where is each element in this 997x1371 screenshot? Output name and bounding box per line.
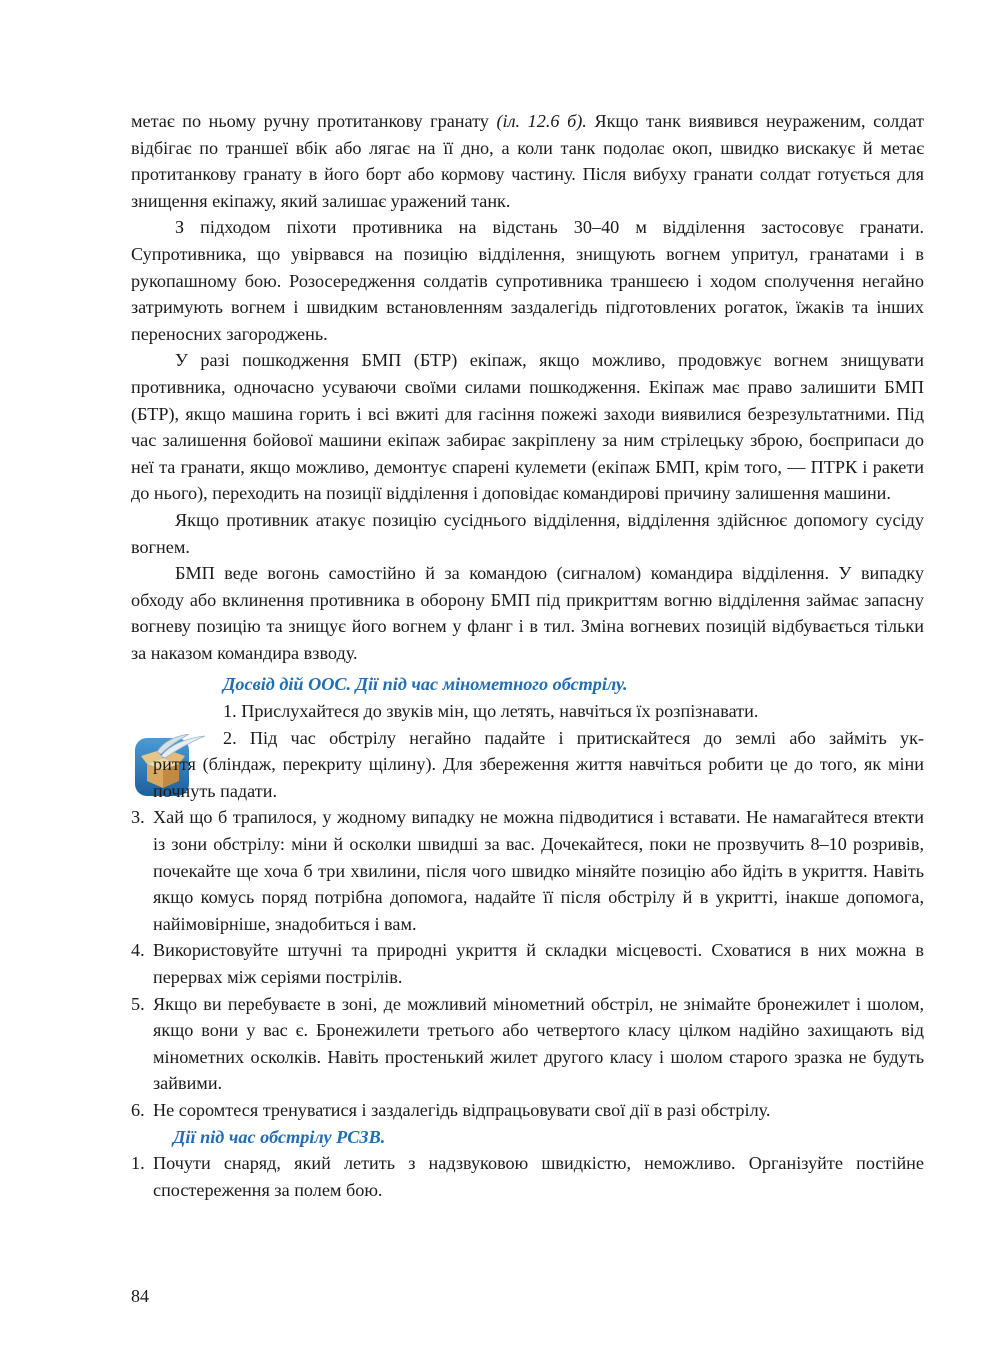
list-item-number: 3. bbox=[131, 807, 145, 828]
paragraph-4: Якщо противник атакує позицію сусіднього відділення, відділення здійснює допомогу сусіду вогнем. bbox=[131, 509, 924, 557]
list-item-text: Не соромтеся тренуватися і заздалегідь відпрацьовувати свої дії в разі обстрілу. bbox=[153, 1099, 771, 1120]
list-item-number: 1. bbox=[131, 1153, 145, 1174]
paragraph-1-text-cont: Якщо танк виявився неураженим, солдат відбігає по траншеї вбік або лягає на її дно, а коли танк подолає окоп, швидко вискакує й метає протитанкову гранату в його борт або кормову частину. Після вибуху гранати солдат готується для знищення екіпажу, який залишає уражений танк. bbox=[131, 111, 924, 211]
paragraph-1 bbox=[131, 108, 924, 214]
paragraph-1-text: метає по ньому ручну протитанкову гранату bbox=[131, 111, 497, 131]
list-item-text: Хай що б трапилося, у жодному випадку не можна підводитися і вставати. Не намагайтеся втекти із зони обстрілу: міни й осколки швидші за вас. Дочекайтеся, поки не прозвучить 8–10 розривів, почекайте ще хоча б три хвилини, після чого швидко міняйте позицію або йдіть в укриття. Навіть якщо комусь поряд потрібна допомога, надайте її після обстрілу й в укритті, інакше допомога, найімовірніше, знадобиться і вам. bbox=[153, 807, 924, 934]
paragraph-3: У разі пошкодження БМП (БТР) екіпаж, якщо можливо, продовжує вогнем знищувати противника, одночасно усуваючи своїми силами пошкодження. Екіпаж має право залишити БМП (БТР), якщо машина горить і всі вжиті для гасіння пожежі заходи виявилися безрезультатними. Під час залишення бойової машини екіпаж забирає закріплену за ним стрілецьку зброю, боєприпаси до неї та гранати, якщо можливо, демонтує спарені кулемети (екіпаж БМП, крім того, — ПТРК і ракети до нього), переходить на позиції відділення і доповідає командирові причину залишення машини. bbox=[131, 350, 924, 504]
paragraph-2: З підходом піхоти противника на відстань 30–40 м відділення застосовує гранати. Супротивника, що увірвався на позицію відділення, знищують вогнем упритул, гранатами і в рукопашному бою. Розосередження солдатів супротивника траншеєю і ходом сполучення негайно затримують вогнем і швидким встановленням заздалегідь підготовлених рогаток, їжаків та інших переносних загороджень. bbox=[131, 217, 924, 344]
box-item-2-lead: 2. Під час обстрілу негайно падайте і притискайтеся до землі або займіть ук- bbox=[223, 727, 924, 748]
figure-reference: (іл. 12.6 б). bbox=[496, 111, 587, 131]
box-heading: Досвід дій ООС. Дії під час мінометного обстрілу. bbox=[223, 674, 628, 695]
list-item-number: 5. bbox=[131, 993, 145, 1014]
paragraph-5: БМП веде вогонь самостійно й за командою (сигналом) командира відділення. У випадку обходу або вклинення противника в оборону БМП під прикриттям вогню відділення займає запасну вогневу позицію та знищує його вогнем у фланг і в тил. Зміна вогневих позицій відбувається тільки за наказом командира взводу. bbox=[131, 563, 924, 663]
box-heading-2: Дії під час обстрілу РСЗВ. bbox=[173, 1126, 386, 1147]
page-number: 84 bbox=[131, 1286, 149, 1306]
page-content bbox=[131, 108, 924, 1203]
list-item-text: Використовуйте штучні та природні укриття й складки місцевості. Сховатися в них можна в перервах між серіями пострілів. bbox=[153, 940, 924, 987]
list-item bbox=[131, 991, 924, 1097]
list-item bbox=[131, 1150, 924, 1203]
list-item-number: 6. bbox=[131, 1099, 145, 1120]
list-item bbox=[131, 804, 924, 937]
list-item bbox=[131, 937, 924, 990]
list-item-text: Почути снаряд, який летить з надзвуковою швидкістю, неможливо. Організуйте постійне спостереження за полем бою. bbox=[153, 1153, 924, 1200]
list-item-number: 4. bbox=[131, 940, 145, 961]
box-item-2-rest: риття (бліндаж, перекриту щілину). Для збереження життя навчіться робити це до того, як міни почнуть падати. bbox=[153, 754, 924, 801]
list-item bbox=[131, 1097, 924, 1124]
box-list-2 bbox=[131, 1150, 924, 1203]
box-item-1: 1. Прислухайтеся до звуків мін, що летять, навчіться їх розпізнавати. bbox=[223, 701, 759, 722]
box-list bbox=[131, 804, 924, 1123]
list-item-text: Якщо ви перебуваєте в зоні, де можливий мінометний обстріл, не знімайте бронежилет і шолом, якщо вони у вас є. Бронежилети третього або четвертого класу цілком надійно захищають від мінометних осколків. Навіть простенький жилет другого класу і шолом старого зразка не будуть зайвими. bbox=[153, 993, 924, 1094]
